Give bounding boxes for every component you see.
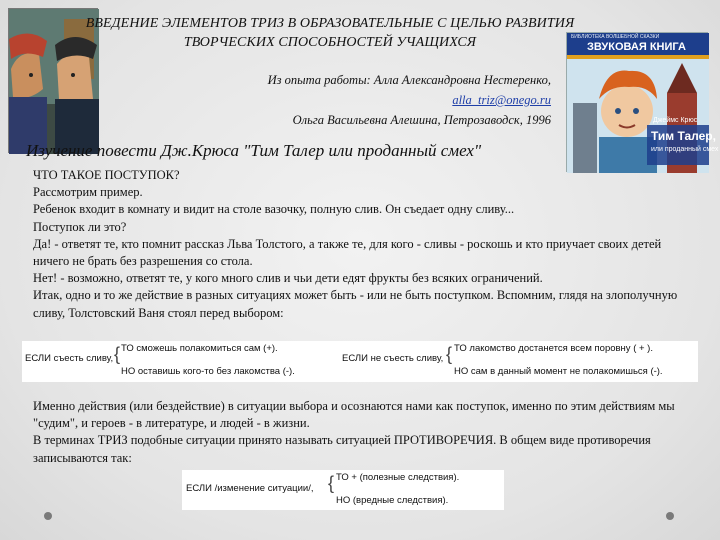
- authors-block: [180, 70, 551, 130]
- choice-formula-strip: [22, 341, 698, 382]
- slide-dot-right: [666, 512, 674, 520]
- brace-strip2: {: [328, 473, 335, 493]
- strip1-left-to: ТО сможешь полакомиться сам (+).: [121, 343, 278, 354]
- book-top-text: БИБЛИОТЕКА ВОЛШЕБНОЙ СКАЗКИ: [571, 34, 660, 40]
- body-paragraph: Да! - ответят те, кто помнит рассказ Льва Толстого, а также те, для кого - сливы - роскошь и кто приучает своих детей ничего не брать без разрешения со стола.: [33, 236, 662, 269]
- strip1-right-to: ТО лакомство достанется всем поровну ( + ).: [454, 343, 653, 354]
- body-paragraph: Нет! - возможно, ответят те, у кого много слив и чьи дети едят фрукты без всяких ограничений.: [33, 271, 543, 286]
- body-paragraph: Итак, одно и то же действие в разных ситуациях может быть - или не быть поступком. Вспомним, глядя на злополучную сливу, Толстовский Ваня стоял перед выбором:: [33, 288, 678, 320]
- author-line-1: Из опыта работы: Алла Александровна Нестеренко,: [267, 73, 551, 87]
- strip2-to: ТО + (полезные следствия).: [336, 472, 460, 483]
- brace-left: {: [114, 344, 121, 364]
- body-text: [33, 167, 688, 322]
- book-series: ЗВУКОВАЯ КНИГА: [587, 41, 686, 53]
- strip1-right-no: НО сам в данный момент не полакомишься (-).: [454, 366, 663, 377]
- body2-paragraph: В терминах ТРИЗ подобные ситуации принято называть ситуацией ПРОТИВОРЕЧИЯ. В общем виде противоречия записываются так:: [33, 433, 651, 465]
- brace-right: {: [446, 344, 453, 364]
- book-title-1: Тим Талер,: [651, 129, 716, 143]
- body-paragraph: Поступок ли это?: [33, 219, 127, 234]
- book-author: Джеймс Крюс: [653, 117, 698, 124]
- strip1-left-no: НО оставишь кого-то без лакомства (-).: [121, 366, 295, 377]
- body2-paragraph: Именно действия (или бездействие) в ситуации выбора и осознаются нами как поступок, именно по этим действиям мы "судим", и героев - в литературе, и людей - в жизни.: [33, 399, 675, 431]
- author-line-2: Ольга Васильевна Алешина, Петрозаводск, 1996: [292, 113, 551, 127]
- body-paragraph: Ребенок входит в комнату и видит на столе вазочку, полную слив. Он съедает одну сливу...: [33, 202, 515, 217]
- strip1-left-if: ЕСЛИ съесть сливу,: [25, 353, 114, 364]
- book-title-2: или проданный смех: [651, 146, 719, 153]
- section-subtitle: Изучение повести Дж.Крюса "Тим Талер или проданный смех": [26, 141, 482, 160]
- strip2-no: НО (вредные следствия).: [336, 495, 449, 506]
- email-link[interactable]: alla_triz@onego.ru: [452, 93, 551, 107]
- body-paragraph: ЧТО ТАКОЕ ПОСТУПОК?: [33, 168, 180, 182]
- strip1-right-if: ЕСЛИ не съесть сливу,: [342, 353, 444, 364]
- strip2-if: ЕСЛИ /изменение ситуации/,: [186, 483, 314, 494]
- book-cover: [566, 32, 719, 172]
- body-paragraph: Рассмотрим пример.: [33, 185, 143, 200]
- contradiction-formula-strip: [182, 470, 504, 510]
- body-text-2: [33, 398, 683, 467]
- page-title: ВВЕДЕНИЕ ЭЛЕМЕНТОВ ТРИЗ В ОБРАЗОВАТЕЛЬНЫЕ С ЦЕЛЬЮ РАЗВИТИЯ ТВОРЧЕСКИХ СПОСОБНОСТЕЙ УЧАЩИХСЯ: [85, 16, 575, 50]
- slide-dot-left: [44, 512, 52, 520]
